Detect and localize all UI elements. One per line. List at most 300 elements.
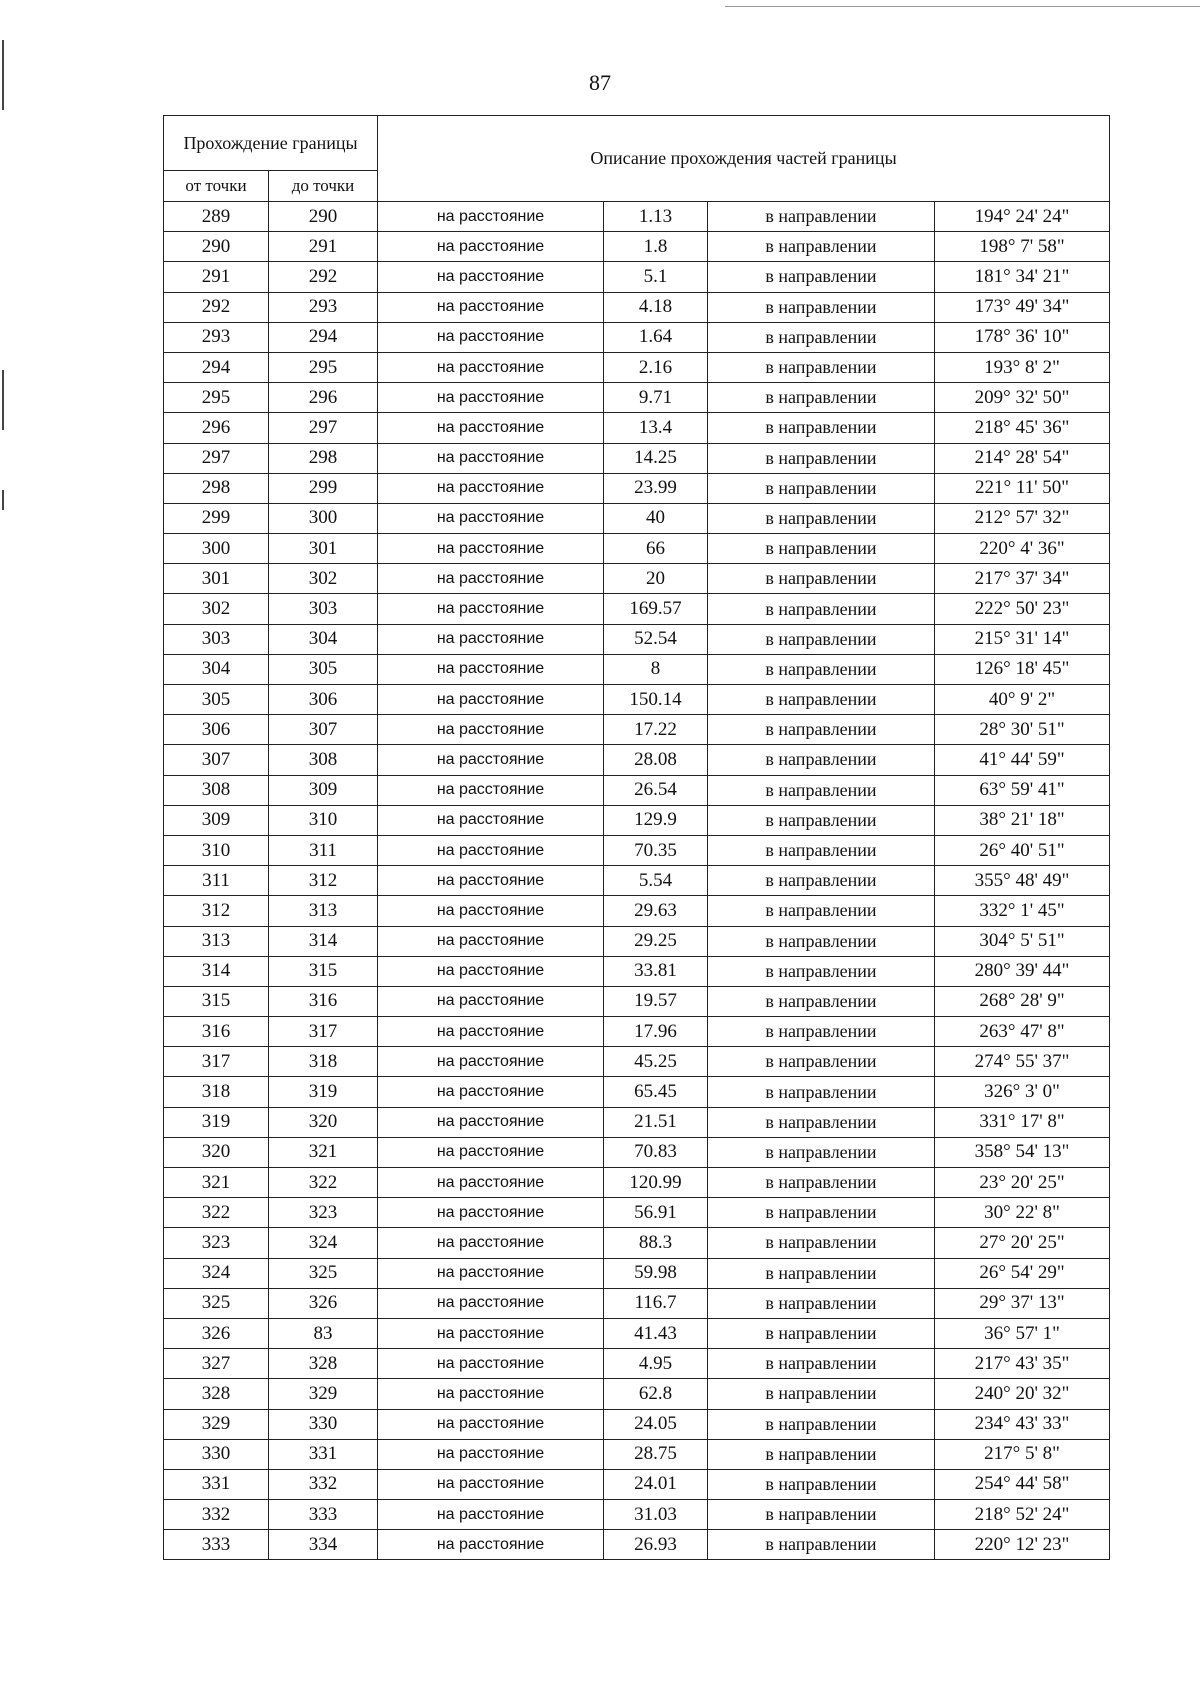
distance-value-cell: 65.45 bbox=[604, 1077, 708, 1107]
bearing-value-cell: 358° 54' 13" bbox=[935, 1137, 1110, 1167]
distance-value-cell: 26.93 bbox=[604, 1530, 708, 1560]
scan-mark bbox=[2, 490, 4, 510]
table-row bbox=[164, 1349, 1110, 1379]
distance-value-cell: 5.1 bbox=[604, 262, 708, 292]
to-point-cell: 293 bbox=[269, 292, 378, 322]
from-point-cell: 296 bbox=[164, 413, 269, 443]
bearing-value-cell: 355° 48' 49" bbox=[935, 866, 1110, 896]
distance-value-cell: 19.57 bbox=[604, 986, 708, 1016]
table-row bbox=[164, 654, 1110, 684]
from-point-cell: 302 bbox=[164, 594, 269, 624]
header-from-point: от точки bbox=[164, 171, 269, 202]
distance-value-cell: 2.16 bbox=[604, 352, 708, 382]
scan-mark bbox=[2, 370, 4, 430]
from-point-cell: 322 bbox=[164, 1198, 269, 1228]
distance-value-cell: 14.25 bbox=[604, 443, 708, 473]
distance-label-cell: на расстояние bbox=[378, 1349, 604, 1379]
to-point-cell: 334 bbox=[269, 1530, 378, 1560]
distance-label-cell: на расстояние bbox=[378, 534, 604, 564]
header-to-point: до точки bbox=[269, 171, 378, 202]
from-point-cell: 300 bbox=[164, 534, 269, 564]
direction-label-cell: в направлении bbox=[708, 1530, 935, 1560]
to-point-cell: 308 bbox=[269, 745, 378, 775]
bearing-value-cell: 220° 12' 23" bbox=[935, 1530, 1110, 1560]
table-row bbox=[164, 443, 1110, 473]
to-point-cell: 326 bbox=[269, 1288, 378, 1318]
distance-value-cell: 150.14 bbox=[604, 685, 708, 715]
table-row bbox=[164, 926, 1110, 956]
direction-label-cell: в направлении bbox=[708, 262, 935, 292]
distance-label-cell: на расстояние bbox=[378, 1288, 604, 1318]
table-row bbox=[164, 383, 1110, 413]
from-point-cell: 294 bbox=[164, 352, 269, 382]
table-body bbox=[164, 202, 1110, 1560]
to-point-cell: 305 bbox=[269, 654, 378, 684]
distance-label-cell: на расстояние bbox=[378, 1198, 604, 1228]
distance-value-cell: 4.95 bbox=[604, 1349, 708, 1379]
distance-value-cell: 40 bbox=[604, 503, 708, 533]
distance-label-cell: на расстояние bbox=[378, 1258, 604, 1288]
from-point-cell: 329 bbox=[164, 1409, 269, 1439]
table-row bbox=[164, 805, 1110, 835]
distance-value-cell: 26.54 bbox=[604, 775, 708, 805]
to-point-cell: 325 bbox=[269, 1258, 378, 1288]
bearing-value-cell: 173° 49' 34" bbox=[935, 292, 1110, 322]
distance-label-cell: на расстояние bbox=[378, 685, 604, 715]
table-row bbox=[164, 1228, 1110, 1258]
to-point-cell: 331 bbox=[269, 1439, 378, 1469]
table-row bbox=[164, 564, 1110, 594]
bearing-value-cell: 181° 34' 21" bbox=[935, 262, 1110, 292]
bearing-value-cell: 178° 36' 10" bbox=[935, 322, 1110, 352]
from-point-cell: 299 bbox=[164, 503, 269, 533]
to-point-cell: 328 bbox=[269, 1349, 378, 1379]
distance-value-cell: 9.71 bbox=[604, 383, 708, 413]
bearing-value-cell: 198° 7' 58" bbox=[935, 232, 1110, 262]
to-point-cell: 313 bbox=[269, 896, 378, 926]
bearing-value-cell: 212° 57' 32" bbox=[935, 503, 1110, 533]
table-row bbox=[164, 352, 1110, 382]
table-row bbox=[164, 866, 1110, 896]
bearing-value-cell: 240° 20' 32" bbox=[935, 1379, 1110, 1409]
to-point-cell: 330 bbox=[269, 1409, 378, 1439]
distance-label-cell: на расстояние bbox=[378, 594, 604, 624]
bearing-value-cell: 263° 47' 8" bbox=[935, 1017, 1110, 1047]
table-row bbox=[164, 1469, 1110, 1499]
from-point-cell: 319 bbox=[164, 1107, 269, 1137]
table-row bbox=[164, 956, 1110, 986]
to-point-cell: 309 bbox=[269, 775, 378, 805]
bearing-value-cell: 28° 30' 51" bbox=[935, 715, 1110, 745]
page-number: 87 bbox=[589, 70, 611, 95]
direction-label-cell: в направлении bbox=[708, 413, 935, 443]
direction-label-cell: в направлении bbox=[708, 564, 935, 594]
bearing-value-cell: 215° 31' 14" bbox=[935, 624, 1110, 654]
table-row bbox=[164, 685, 1110, 715]
direction-label-cell: в направлении bbox=[708, 1228, 935, 1258]
direction-label-cell: в направлении bbox=[708, 1168, 935, 1198]
to-point-cell: 324 bbox=[269, 1228, 378, 1258]
distance-value-cell: 13.4 bbox=[604, 413, 708, 443]
from-point-cell: 315 bbox=[164, 986, 269, 1016]
table-row bbox=[164, 1530, 1110, 1560]
direction-label-cell: в направлении bbox=[708, 926, 935, 956]
bearing-value-cell: 36° 57' 1" bbox=[935, 1318, 1110, 1348]
scan-mark bbox=[725, 6, 1200, 7]
distance-value-cell: 70.83 bbox=[604, 1137, 708, 1167]
to-point-cell: 295 bbox=[269, 352, 378, 382]
from-point-cell: 308 bbox=[164, 775, 269, 805]
to-point-cell: 306 bbox=[269, 685, 378, 715]
distance-value-cell: 24.05 bbox=[604, 1409, 708, 1439]
table-row bbox=[164, 624, 1110, 654]
distance-label-cell: на расстояние bbox=[378, 1379, 604, 1409]
table-row bbox=[164, 986, 1110, 1016]
distance-label-cell: на расстояние bbox=[378, 1500, 604, 1530]
direction-label-cell: в направлении bbox=[708, 956, 935, 986]
to-point-cell: 318 bbox=[269, 1047, 378, 1077]
table-row bbox=[164, 835, 1110, 865]
bearing-value-cell: 30° 22' 8" bbox=[935, 1198, 1110, 1228]
from-point-cell: 293 bbox=[164, 322, 269, 352]
bearing-value-cell: 326° 3' 0" bbox=[935, 1077, 1110, 1107]
table-row bbox=[164, 473, 1110, 503]
bearing-value-cell: 331° 17' 8" bbox=[935, 1107, 1110, 1137]
bearing-value-cell: 234° 43' 33" bbox=[935, 1409, 1110, 1439]
from-point-cell: 305 bbox=[164, 685, 269, 715]
to-point-cell: 83 bbox=[269, 1318, 378, 1348]
distance-label-cell: на расстояние bbox=[378, 564, 604, 594]
direction-label-cell: в направлении bbox=[708, 1047, 935, 1077]
direction-label-cell: в направлении bbox=[708, 1469, 935, 1499]
table-row bbox=[164, 1137, 1110, 1167]
bearing-value-cell: 222° 50' 23" bbox=[935, 594, 1110, 624]
distance-label-cell: на расстояние bbox=[378, 322, 604, 352]
from-point-cell: 330 bbox=[164, 1439, 269, 1469]
distance-label-cell: на расстояние bbox=[378, 443, 604, 473]
bearing-value-cell: 218° 52' 24" bbox=[935, 1500, 1110, 1530]
distance-label-cell: на расстояние bbox=[378, 1228, 604, 1258]
table-row bbox=[164, 1409, 1110, 1439]
table-row bbox=[164, 1439, 1110, 1469]
table-row bbox=[164, 1198, 1110, 1228]
to-point-cell: 322 bbox=[269, 1168, 378, 1198]
from-point-cell: 289 bbox=[164, 202, 269, 232]
direction-label-cell: в направлении bbox=[708, 1198, 935, 1228]
bearing-value-cell: 23° 20' 25" bbox=[935, 1168, 1110, 1198]
from-point-cell: 310 bbox=[164, 835, 269, 865]
to-point-cell: 292 bbox=[269, 262, 378, 292]
distance-value-cell: 45.25 bbox=[604, 1047, 708, 1077]
from-point-cell: 332 bbox=[164, 1500, 269, 1530]
from-point-cell: 297 bbox=[164, 443, 269, 473]
direction-label-cell: в направлении bbox=[708, 443, 935, 473]
from-point-cell: 291 bbox=[164, 262, 269, 292]
to-point-cell: 298 bbox=[269, 443, 378, 473]
bearing-value-cell: 26° 40' 51" bbox=[935, 835, 1110, 865]
direction-label-cell: в направлении bbox=[708, 232, 935, 262]
from-point-cell: 326 bbox=[164, 1318, 269, 1348]
distance-value-cell: 169.57 bbox=[604, 594, 708, 624]
distance-value-cell: 116.7 bbox=[604, 1288, 708, 1318]
direction-label-cell: в направлении bbox=[708, 1318, 935, 1348]
direction-label-cell: в направлении bbox=[708, 202, 935, 232]
table-row bbox=[164, 1047, 1110, 1077]
to-point-cell: 329 bbox=[269, 1379, 378, 1409]
direction-label-cell: в направлении bbox=[708, 986, 935, 1016]
distance-value-cell: 29.63 bbox=[604, 896, 708, 926]
direction-label-cell: в направлении bbox=[708, 624, 935, 654]
distance-label-cell: на расстояние bbox=[378, 1077, 604, 1107]
distance-value-cell: 28.08 bbox=[604, 745, 708, 775]
from-point-cell: 307 bbox=[164, 745, 269, 775]
to-point-cell: 320 bbox=[269, 1107, 378, 1137]
to-point-cell: 314 bbox=[269, 926, 378, 956]
distance-label-cell: на расстояние bbox=[378, 986, 604, 1016]
distance-label-cell: на расстояние bbox=[378, 775, 604, 805]
direction-label-cell: в направлении bbox=[708, 292, 935, 322]
direction-label-cell: в направлении bbox=[708, 1349, 935, 1379]
bearing-value-cell: 209° 32' 50" bbox=[935, 383, 1110, 413]
to-point-cell: 302 bbox=[269, 564, 378, 594]
distance-value-cell: 31.03 bbox=[604, 1500, 708, 1530]
distance-value-cell: 21.51 bbox=[604, 1107, 708, 1137]
table-row bbox=[164, 262, 1110, 292]
distance-value-cell: 1.13 bbox=[604, 202, 708, 232]
distance-label-cell: на расстояние bbox=[378, 262, 604, 292]
table-row bbox=[164, 413, 1110, 443]
distance-value-cell: 23.99 bbox=[604, 473, 708, 503]
to-point-cell: 312 bbox=[269, 866, 378, 896]
distance-value-cell: 70.35 bbox=[604, 835, 708, 865]
distance-label-cell: на расстояние bbox=[378, 1017, 604, 1047]
bearing-value-cell: 304° 5' 51" bbox=[935, 926, 1110, 956]
bearing-value-cell: 217° 37' 34" bbox=[935, 564, 1110, 594]
from-point-cell: 313 bbox=[164, 926, 269, 956]
from-point-cell: 306 bbox=[164, 715, 269, 745]
to-point-cell: 311 bbox=[269, 835, 378, 865]
from-point-cell: 292 bbox=[164, 292, 269, 322]
bearing-value-cell: 280° 39' 44" bbox=[935, 956, 1110, 986]
distance-value-cell: 129.9 bbox=[604, 805, 708, 835]
from-point-cell: 290 bbox=[164, 232, 269, 262]
distance-label-cell: на расстояние bbox=[378, 413, 604, 443]
table-row bbox=[164, 1258, 1110, 1288]
distance-label-cell: на расстояние bbox=[378, 956, 604, 986]
to-point-cell: 296 bbox=[269, 383, 378, 413]
from-point-cell: 316 bbox=[164, 1017, 269, 1047]
distance-value-cell: 33.81 bbox=[604, 956, 708, 986]
bearing-value-cell: 214° 28' 54" bbox=[935, 443, 1110, 473]
distance-label-cell: на расстояние bbox=[378, 292, 604, 322]
distance-value-cell: 66 bbox=[604, 534, 708, 564]
table-row bbox=[164, 202, 1110, 232]
from-point-cell: 304 bbox=[164, 654, 269, 684]
distance-value-cell: 29.25 bbox=[604, 926, 708, 956]
direction-label-cell: в направлении bbox=[708, 322, 935, 352]
direction-label-cell: в направлении bbox=[708, 866, 935, 896]
from-point-cell: 324 bbox=[164, 1258, 269, 1288]
bearing-value-cell: 217° 43' 35" bbox=[935, 1349, 1110, 1379]
direction-label-cell: в направлении bbox=[708, 745, 935, 775]
from-point-cell: 303 bbox=[164, 624, 269, 654]
distance-value-cell: 20 bbox=[604, 564, 708, 594]
distance-value-cell: 62.8 bbox=[604, 1379, 708, 1409]
bearing-value-cell: 217° 5' 8" bbox=[935, 1439, 1110, 1469]
distance-value-cell: 41.43 bbox=[604, 1318, 708, 1348]
distance-value-cell: 17.22 bbox=[604, 715, 708, 745]
bearing-value-cell: 332° 1' 45" bbox=[935, 896, 1110, 926]
table-row bbox=[164, 1288, 1110, 1318]
from-point-cell: 328 bbox=[164, 1379, 269, 1409]
distance-label-cell: на расстояние bbox=[378, 1107, 604, 1137]
direction-label-cell: в направлении bbox=[708, 1258, 935, 1288]
direction-label-cell: в направлении bbox=[708, 1077, 935, 1107]
to-point-cell: 333 bbox=[269, 1500, 378, 1530]
table-row bbox=[164, 1017, 1110, 1047]
direction-label-cell: в направлении bbox=[708, 1137, 935, 1167]
to-point-cell: 291 bbox=[269, 232, 378, 262]
bearing-value-cell: 40° 9' 2" bbox=[935, 685, 1110, 715]
from-point-cell: 295 bbox=[164, 383, 269, 413]
distance-label-cell: на расстояние bbox=[378, 1168, 604, 1198]
from-point-cell: 331 bbox=[164, 1469, 269, 1499]
distance-value-cell: 56.91 bbox=[604, 1198, 708, 1228]
direction-label-cell: в направлении bbox=[708, 654, 935, 684]
bearing-value-cell: 63° 59' 41" bbox=[935, 775, 1110, 805]
distance-label-cell: на расстояние bbox=[378, 835, 604, 865]
direction-label-cell: в направлении bbox=[708, 473, 935, 503]
distance-value-cell: 120.99 bbox=[604, 1168, 708, 1198]
table-row bbox=[164, 232, 1110, 262]
distance-value-cell: 59.98 bbox=[604, 1258, 708, 1288]
distance-label-cell: на расстояние bbox=[378, 352, 604, 382]
distance-value-cell: 17.96 bbox=[604, 1017, 708, 1047]
bearing-value-cell: 126° 18' 45" bbox=[935, 654, 1110, 684]
distance-label-cell: на расстояние bbox=[378, 1409, 604, 1439]
to-point-cell: 290 bbox=[269, 202, 378, 232]
to-point-cell: 317 bbox=[269, 1017, 378, 1047]
table-row bbox=[164, 534, 1110, 564]
to-point-cell: 307 bbox=[269, 715, 378, 745]
direction-label-cell: в направлении bbox=[708, 1017, 935, 1047]
to-point-cell: 303 bbox=[269, 594, 378, 624]
bearing-value-cell: 41° 44' 59" bbox=[935, 745, 1110, 775]
boundary-table bbox=[163, 115, 1110, 1560]
from-point-cell: 333 bbox=[164, 1530, 269, 1560]
bearing-value-cell: 254° 44' 58" bbox=[935, 1469, 1110, 1499]
direction-label-cell: в направлении bbox=[708, 715, 935, 745]
distance-value-cell: 1.64 bbox=[604, 322, 708, 352]
from-point-cell: 312 bbox=[164, 896, 269, 926]
from-point-cell: 321 bbox=[164, 1168, 269, 1198]
direction-label-cell: в направлении bbox=[708, 1288, 935, 1318]
table-row bbox=[164, 896, 1110, 926]
bearing-value-cell: 29° 37' 13" bbox=[935, 1288, 1110, 1318]
distance-value-cell: 28.75 bbox=[604, 1439, 708, 1469]
to-point-cell: 299 bbox=[269, 473, 378, 503]
from-point-cell: 325 bbox=[164, 1288, 269, 1318]
to-point-cell: 316 bbox=[269, 986, 378, 1016]
header-description: Описание прохождения частей границы bbox=[378, 116, 1110, 202]
to-point-cell: 321 bbox=[269, 1137, 378, 1167]
distance-label-cell: на расстояние bbox=[378, 1439, 604, 1469]
from-point-cell: 301 bbox=[164, 564, 269, 594]
distance-label-cell: на расстояние bbox=[378, 866, 604, 896]
direction-label-cell: в направлении bbox=[708, 1107, 935, 1137]
distance-label-cell: на расстояние bbox=[378, 202, 604, 232]
to-point-cell: 304 bbox=[269, 624, 378, 654]
from-point-cell: 314 bbox=[164, 956, 269, 986]
direction-label-cell: в направлении bbox=[708, 383, 935, 413]
table-row bbox=[164, 1107, 1110, 1137]
distance-value-cell: 52.54 bbox=[604, 624, 708, 654]
from-point-cell: 327 bbox=[164, 1349, 269, 1379]
table-row bbox=[164, 775, 1110, 805]
to-point-cell: 310 bbox=[269, 805, 378, 835]
distance-label-cell: на расстояние bbox=[378, 503, 604, 533]
from-point-cell: 318 bbox=[164, 1077, 269, 1107]
bearing-value-cell: 220° 4' 36" bbox=[935, 534, 1110, 564]
direction-label-cell: в направлении bbox=[708, 1409, 935, 1439]
direction-label-cell: в направлении bbox=[708, 594, 935, 624]
direction-label-cell: в направлении bbox=[708, 775, 935, 805]
table-row bbox=[164, 594, 1110, 624]
table-row bbox=[164, 292, 1110, 322]
distance-label-cell: на расстояние bbox=[378, 896, 604, 926]
table-row bbox=[164, 1379, 1110, 1409]
distance-value-cell: 5.54 bbox=[604, 866, 708, 896]
distance-value-cell: 4.18 bbox=[604, 292, 708, 322]
distance-label-cell: на расстояние bbox=[378, 805, 604, 835]
to-point-cell: 294 bbox=[269, 322, 378, 352]
bearing-value-cell: 268° 28' 9" bbox=[935, 986, 1110, 1016]
table-row bbox=[164, 1168, 1110, 1198]
header-passage: Прохождение границы bbox=[164, 116, 378, 171]
distance-label-cell: на расстояние bbox=[378, 1047, 604, 1077]
from-point-cell: 320 bbox=[164, 1137, 269, 1167]
bearing-value-cell: 27° 20' 25" bbox=[935, 1228, 1110, 1258]
bearing-value-cell: 38° 21' 18" bbox=[935, 805, 1110, 835]
from-point-cell: 311 bbox=[164, 866, 269, 896]
distance-label-cell: на расстояние bbox=[378, 745, 604, 775]
distance-label-cell: на расстояние bbox=[378, 1318, 604, 1348]
bearing-value-cell: 193° 8' 2" bbox=[935, 352, 1110, 382]
to-point-cell: 297 bbox=[269, 413, 378, 443]
direction-label-cell: в направлении bbox=[708, 896, 935, 926]
distance-label-cell: на расстояние bbox=[378, 926, 604, 956]
bearing-value-cell: 194° 24' 24" bbox=[935, 202, 1110, 232]
distance-value-cell: 8 bbox=[604, 654, 708, 684]
bearing-value-cell: 221° 11' 50" bbox=[935, 473, 1110, 503]
direction-label-cell: в направлении bbox=[708, 685, 935, 715]
direction-label-cell: в направлении bbox=[708, 835, 935, 865]
direction-label-cell: в направлении bbox=[708, 534, 935, 564]
table-row bbox=[164, 322, 1110, 352]
table-row bbox=[164, 715, 1110, 745]
distance-label-cell: на расстояние bbox=[378, 383, 604, 413]
distance-label-cell: на расстояние bbox=[378, 715, 604, 745]
direction-label-cell: в направлении bbox=[708, 805, 935, 835]
distance-label-cell: на расстояние bbox=[378, 1530, 604, 1560]
distance-value-cell: 88.3 bbox=[604, 1228, 708, 1258]
distance-label-cell: на расстояние bbox=[378, 232, 604, 262]
distance-value-cell: 1.8 bbox=[604, 232, 708, 262]
distance-label-cell: на расстояние bbox=[378, 654, 604, 684]
table-row bbox=[164, 1500, 1110, 1530]
to-point-cell: 319 bbox=[269, 1077, 378, 1107]
bearing-value-cell: 218° 45' 36" bbox=[935, 413, 1110, 443]
